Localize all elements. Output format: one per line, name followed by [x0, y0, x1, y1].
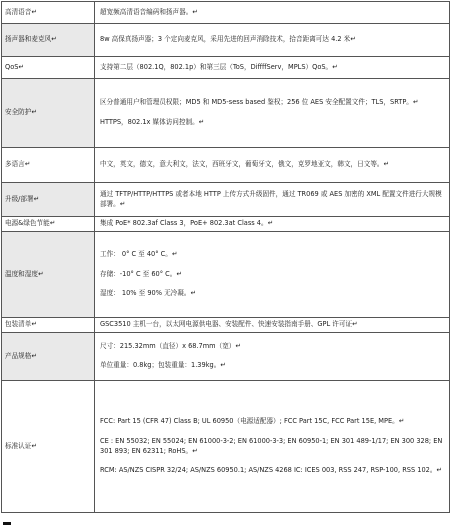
value-line: 湿度： 10% 至 90% 无冷凝。↵	[100, 288, 196, 297]
table-row	[2, 232, 450, 318]
page-corner-mark	[3, 522, 11, 525]
row-label: 产品规格↵	[2, 333, 95, 381]
spec-table	[1, 1, 450, 513]
spacer	[100, 352, 447, 362]
row-label: 包装清单↵	[2, 318, 95, 333]
row-value	[95, 318, 450, 333]
table-row	[2, 57, 450, 79]
spacer	[100, 108, 447, 118]
table-row	[2, 333, 450, 381]
value-line: 尺寸：215.32mm（直径）x 68.7mm（宽）↵	[100, 341, 241, 350]
row-value	[95, 217, 450, 232]
value-line: GSC3510 主机一台，以太网电源供电器、安装配件、快速安装指南手册、GPL 许可证↵	[100, 320, 358, 329]
spacer	[100, 456, 447, 466]
value-line: 通过 TFTP/HTTP/HTTPS 或者本地 HTTP 上传方式升级固件，通过 TR069 或 AES 加密的 XML 配置文件进行大规模部署。↵	[100, 189, 442, 208]
row-label: 高清语音↵	[2, 2, 95, 24]
value-line: 8w 高保真扬声器；3 个定向麦克风，采用先进的回声消除技术，拾音距离可达 4.2 米↵	[100, 35, 356, 44]
table-row	[2, 381, 450, 513]
value-line: FCC: Part 15 (CFR 47) Class B; UL 60950（电源适配器）; FCC Part 15C, FCC Part 15E, MPE。↵	[100, 417, 405, 426]
table-row	[2, 148, 450, 183]
value-line: 集成 PoE* 802.3af Class 3，PoE+ 802.3at Class 4。↵	[100, 219, 274, 228]
spacer	[100, 260, 447, 270]
row-label: 温度和湿度↵	[2, 232, 95, 318]
row-value	[95, 381, 450, 513]
table-row	[2, 183, 450, 217]
row-label: 标准认证↵	[2, 381, 95, 513]
table-row	[2, 217, 450, 232]
value-line: 超宽频高清语音编码和扬声器。↵	[100, 7, 198, 16]
value-line: 单位重量：0.8kg；包装重量：1.39kg。↵	[100, 361, 226, 370]
value-line: 区分普通用户和管理员权限；MD5 和 MD5-sess based 鉴权；256 位 AES 安全配置文件；TLS，SRTP。↵	[100, 98, 419, 107]
row-label: 升级/部署↵	[2, 183, 95, 217]
table-row	[2, 24, 450, 57]
row-value	[95, 333, 450, 381]
row-value	[95, 148, 450, 183]
row-value	[95, 79, 450, 148]
row-value	[95, 57, 450, 79]
value-line: 工作： 0° C 至 40° C。↵	[100, 250, 178, 259]
value-line: 存储：-10° C 至 60° C。↵	[100, 269, 182, 278]
spacer	[100, 279, 447, 289]
row-label: 电源&绿色节能↵	[2, 217, 95, 232]
row-label: 多语言↵	[2, 148, 95, 183]
table-row	[2, 2, 450, 24]
value-line: HTTPS，802.1x 媒体访问控制。↵	[100, 117, 205, 126]
row-label: 安全防护↵	[2, 79, 95, 148]
row-value	[95, 2, 450, 24]
value-line: 支持第二层（802.1Q，802.1p）和第三层（ToS，DiffffServ，MPLS）QoS。↵	[100, 62, 338, 71]
table-row	[2, 318, 450, 333]
row-value	[95, 232, 450, 318]
value-line: RCM: AS/NZS CISPR 32/24; AS/NZS 60950.1; AS/NZS 4268 IC: ICES 003, RSS 247, RSP-100, RSS 102。↵	[100, 465, 442, 474]
value-line: CE : EN 55032; EN 55024; EN 61000-3-2; EN 61000-3-3; EN 60950-1; EN 301 489-1/17; EN 300 328; EN 301 893; EN 62311; RoHS。↵	[100, 436, 443, 455]
spacer	[100, 427, 447, 437]
row-value	[95, 24, 450, 57]
spec-table-body	[2, 2, 450, 513]
row-label: 扬声器和麦克风↵	[2, 24, 95, 57]
row-label: QoS↵	[2, 57, 95, 79]
row-value	[95, 183, 450, 217]
value-line: 中文，英文，德文，意大利文，法文，西班牙文，葡萄牙文，俄文，克罗地亚文，韩文，日文等。↵	[100, 160, 390, 169]
table-row	[2, 79, 450, 148]
